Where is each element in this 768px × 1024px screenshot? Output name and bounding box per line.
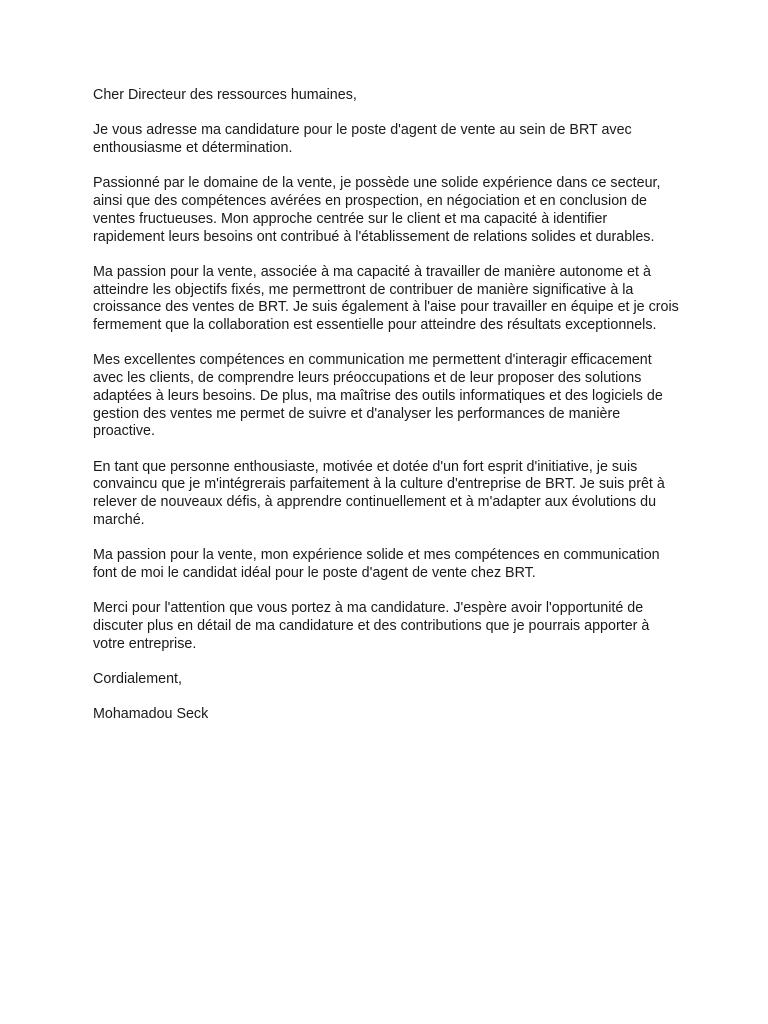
text-line: En tant que personne enthousiaste, motivée et dotée d'un fort esprit d'initiative, je suis <box>93 458 638 475</box>
closing: Cordialement, <box>93 671 182 688</box>
text-line: proactive. <box>93 423 155 440</box>
text-line: atteindre les objectifs fixés, me permettront de contribuer de manière significative à la <box>93 281 634 298</box>
text-line: ainsi que des compétences avérées en prospection, en négociation et en conclusion de <box>93 193 647 210</box>
paragraph-3 <box>93 264 683 335</box>
text-line: Mes excellentes compétences en communication me permettent d'interagir efficacement <box>93 352 652 369</box>
text-line: font de moi le candidat idéal pour le poste d'agent de vente chez BRT. <box>93 564 536 581</box>
text-line: Passionné par le domaine de la vente, je possède une solide expérience dans ce secteur, <box>93 175 661 192</box>
text-line: convaincu que je m'intégrerais parfaitement à la culture d'entreprise de BRT. Je suis prêt à <box>93 476 665 493</box>
paragraph-6 <box>93 547 683 582</box>
text-line: discuter plus en détail de ma candidature et des contributions que je pourrais apporter à <box>93 617 650 634</box>
text-line: Je vous adresse ma candidature pour le poste d'agent de vente au sein de BRT avec <box>93 122 632 139</box>
text-line: marché. <box>93 511 145 528</box>
text-line: votre entreprise. <box>93 635 197 652</box>
text-line: Ma passion pour la vente, associée à ma capacité à travailler de manière autonome et à <box>93 263 651 280</box>
cover-letter <box>93 87 683 742</box>
text-line: croissance des ventes de BRT. Je suis également à l'aise pour travailler en équipe et je crois <box>93 299 679 316</box>
text-line: adaptées à leurs besoins. De plus, ma maîtrise des outils informatiques et des logiciels de <box>93 387 663 404</box>
text-line: rapidement leurs besoins ont contribué à l'établissement de relations solides et durables. <box>93 228 655 245</box>
text-line: ventes fructueuses. Mon approche centrée sur le client et ma capacité à identifier <box>93 210 608 227</box>
paragraph-1 <box>93 122 683 157</box>
text-line: Merci pour l'attention que vous portez à ma candidature. J'espère avoir l'opportunité de <box>93 600 644 617</box>
text-line: avec les clients, de comprendre leurs préoccupations et de leur proposer des solutions <box>93 370 642 387</box>
paragraph-7 <box>93 600 683 653</box>
text-line: relever de nouveaux défis, à apprendre continuellement et à m'adapter aux évolutions du <box>93 494 657 511</box>
text-line: gestion des ventes me permet de suivre et d'analyser les performances de manière <box>93 405 621 422</box>
paragraph-4 <box>93 352 683 441</box>
paragraph-2 <box>93 175 683 246</box>
text-line: fermement que la collaboration est essentielle pour atteindre des résultats exceptionnels. <box>93 317 657 334</box>
salutation: Cher Directeur des ressources humaines, <box>93 87 357 103</box>
paragraph-5 <box>93 459 683 530</box>
signature: Mohamadou Seck <box>93 706 209 723</box>
text-line: enthousiasme et détermination. <box>93 140 293 157</box>
text-line: Ma passion pour la vente, mon expérience solide et mes compétences en communication <box>93 547 660 564</box>
